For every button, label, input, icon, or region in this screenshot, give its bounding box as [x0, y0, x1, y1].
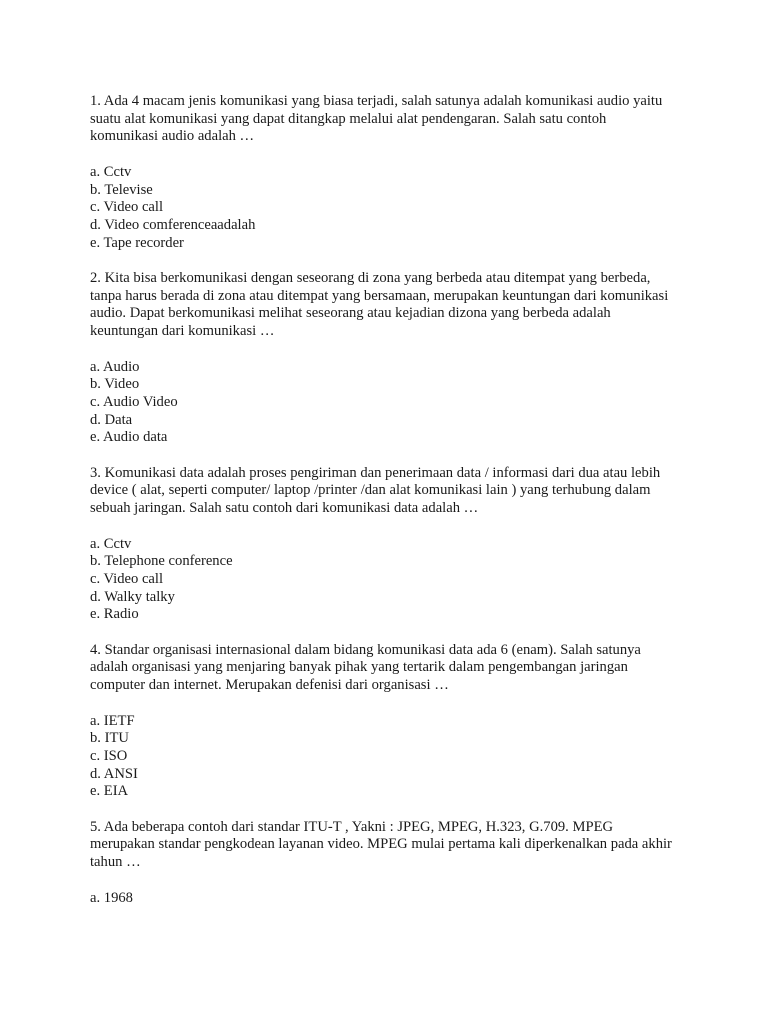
question-5: [90, 819, 680, 908]
option-e: e. Radio: [90, 606, 139, 623]
option-e: e. EIA: [90, 783, 129, 800]
option-list: [90, 164, 680, 253]
question-text: 2. Kita bisa berkomunikasi dengan seseorang di zona yang berbeda atau ditempat yang berbeda, tanpa harus berada di zona atau ditempat yang bersamaan, merupakan keuntungan dari komunikasi audio. Dapat berkomunikasi melihat seseorang atau kejadian dizona yang berbeda adalah keuntungan dari komunikasi …: [90, 270, 669, 340]
question-text: 1. Ada 4 macam jenis komunikasi yang biasa terjadi, salah satunya adalah komunikasi audio yaitu suatu alat komunikasi yang dapat ditangkap melalui alat pendengaran. Salah satu contoh komunikasi audio adalah …: [90, 93, 663, 145]
option-b: b. Telephone conference: [90, 553, 233, 570]
option-a: a. 1968: [90, 889, 133, 906]
question-2: [90, 270, 680, 447]
option-list: [90, 713, 680, 802]
question-text: 5. Ada beberapa contoh dari standar ITU-T , Yakni : JPEG, MPEG, H.323, G.709. MPEG merupakan standar pengkodean layanan video. MPEG mulai pertama kali diperkenalkan pada akhir tahun …: [90, 818, 672, 871]
option-list: [90, 890, 680, 908]
option-b: b. Televise: [90, 181, 153, 198]
option-c: c. Video call: [90, 570, 164, 587]
option-d: d. Video comferenceaadalah: [90, 216, 256, 233]
option-b: b. Video: [90, 376, 140, 393]
question-3: [90, 465, 680, 624]
question-1: [90, 93, 680, 252]
option-e: e. Audio data: [90, 429, 168, 446]
question-text: 4. Standar organisasi internasional dalam bidang komunikasi data ada 6 (enam). Salah satunya adalah organisasi yang menjaring banyak pihak yang tertarik dalam pengembangan jaringan computer dan internet. Merupakan defenisi dari organisasi …: [90, 641, 641, 694]
option-d: d. ANSI: [90, 765, 138, 782]
document-content: [90, 93, 680, 925]
option-c: c. Audio Video: [90, 393, 178, 410]
option-e: e. Tape recorder: [90, 234, 184, 251]
option-b: b. ITU: [90, 730, 129, 747]
option-c: c. ISO: [90, 747, 128, 764]
option-d: d. Walky talky: [90, 588, 175, 605]
option-list: [90, 359, 680, 448]
question-text: 3. Komunikasi data adalah proses pengiriman dan penerimaan data / informasi dari dua atau lebih device ( alat, seperti computer/ laptop /printer /dan alat komunikasi lain ) yang terhubung dalam sebuah jaringan. Salah satu contoh dari komunikasi data adalah …: [90, 464, 661, 517]
question-4: [90, 642, 680, 801]
option-a: a. Audio: [90, 358, 140, 375]
option-a: a. Cctv: [90, 163, 132, 180]
option-c: c. Video call: [90, 199, 164, 216]
option-a: a. Cctv: [90, 535, 132, 552]
option-list: [90, 536, 680, 625]
option-a: a. IETF: [90, 712, 135, 729]
option-d: d. Data: [90, 411, 133, 428]
